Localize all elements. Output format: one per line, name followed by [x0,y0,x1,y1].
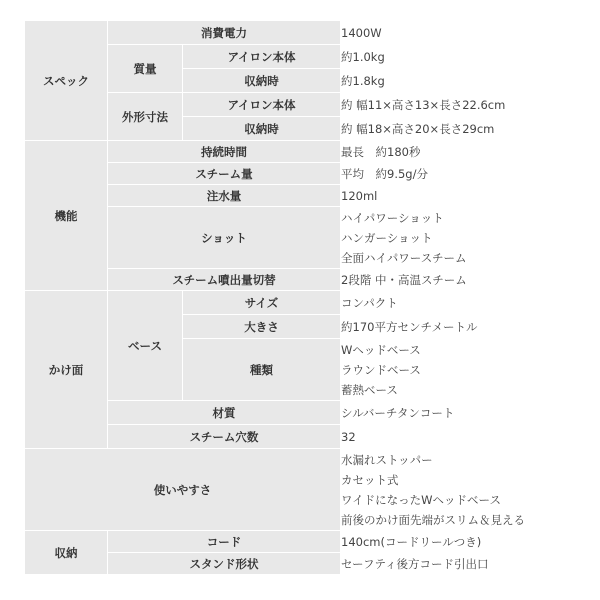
group-header-storage: 収納 [25,531,108,575]
row-value-steam-amount: 平均 約9.5g/分 [341,163,577,185]
list-item: ハンガーショット [341,230,433,245]
row-value-type [341,339,577,401]
row-value-weight-body: 約1.0kg [341,45,577,69]
row-value-dims-body: 約 幅11×高さ13×長さ22.6cm [341,93,577,117]
row-header-shot: ショット [108,207,341,269]
table-row [25,45,577,69]
row-value-usability [341,449,577,531]
table-row [25,553,577,575]
table-row [25,163,577,185]
row-value-duration: 最長 約180秒 [341,141,577,163]
list-item: カセット式 [341,472,399,487]
row-header-water: 注水量 [108,185,341,207]
row-value-steam-switch: 2段階 中・高温スチーム [341,269,577,291]
row-value-material: シルバーチタンコート [341,401,577,425]
row-header-cord: コード [108,531,341,553]
group-header-spec: スペック [25,21,108,141]
sub-header-dimensions: 外形寸法 [108,93,183,141]
table-row [25,269,577,291]
row-value-area: 約170平方センチメートル [341,315,577,339]
table-row [25,449,577,531]
row-header-size: サイズ [183,291,341,315]
row-value-cord: 140cm(コードリールつき) [341,531,577,553]
row-value-stand: セーフティ後方コード引出口 [341,553,577,575]
table-row [25,531,577,553]
list-item: 蓄熱ベース [341,382,398,397]
group-header-surface: かけ面 [25,291,108,449]
row-header-material: 材質 [108,401,341,425]
sub-header-weight: 質量 [108,45,183,93]
list-item: 水漏れストッパー [341,452,433,467]
row-value-dims-stored: 約 幅18×高さ20×長さ29cm [341,117,577,141]
table-row [25,141,577,163]
row-header-power: 消費電力 [108,21,341,45]
row-header-weight-stored: 収納時 [183,69,341,93]
group-header-function: 機能 [25,141,108,291]
table-row [25,21,577,45]
row-header-duration: 持続時間 [108,141,341,163]
spec-table [24,20,577,575]
row-header-area: 大きさ [183,315,341,339]
row-header-steam-switch: スチーム噴出量切替 [108,269,341,291]
row-value-weight-stored: 約1.8kg [341,69,577,93]
list-item: ハイパワーショット [341,210,444,225]
table-row [25,401,577,425]
row-header-steam-holes: スチーム穴数 [108,425,341,449]
list-item: Wヘッドベース [341,342,421,357]
row-header-weight-body: アイロン本体 [183,45,341,69]
row-value-water: 120ml [341,185,577,207]
row-header-dims-stored: 収納時 [183,117,341,141]
group-header-usability: 使いやすさ [25,449,341,531]
list-item: 前後のかけ面先端がスリム＆見える [341,512,525,527]
table-row [25,207,577,269]
table-row [25,185,577,207]
table-row [25,425,577,449]
row-header-dims-body: アイロン本体 [183,93,341,117]
row-header-stand: スタンド形状 [108,553,341,575]
list-item: ワイドになったWヘッドベース [341,492,501,507]
row-value-steam-holes: 32 [341,425,577,449]
list-item: ラウンドベース [341,362,421,377]
row-value-shot [341,207,577,269]
row-header-steam-amount: スチーム量 [108,163,341,185]
table-row [25,93,577,117]
sub-header-base: ベース [108,291,183,401]
list-item: 全面ハイパワースチーム [341,250,467,265]
row-value-size: コンパクト [341,291,577,315]
table-row [25,291,577,315]
row-header-type: 種類 [183,339,341,401]
row-value-power: 1400W [341,21,577,45]
